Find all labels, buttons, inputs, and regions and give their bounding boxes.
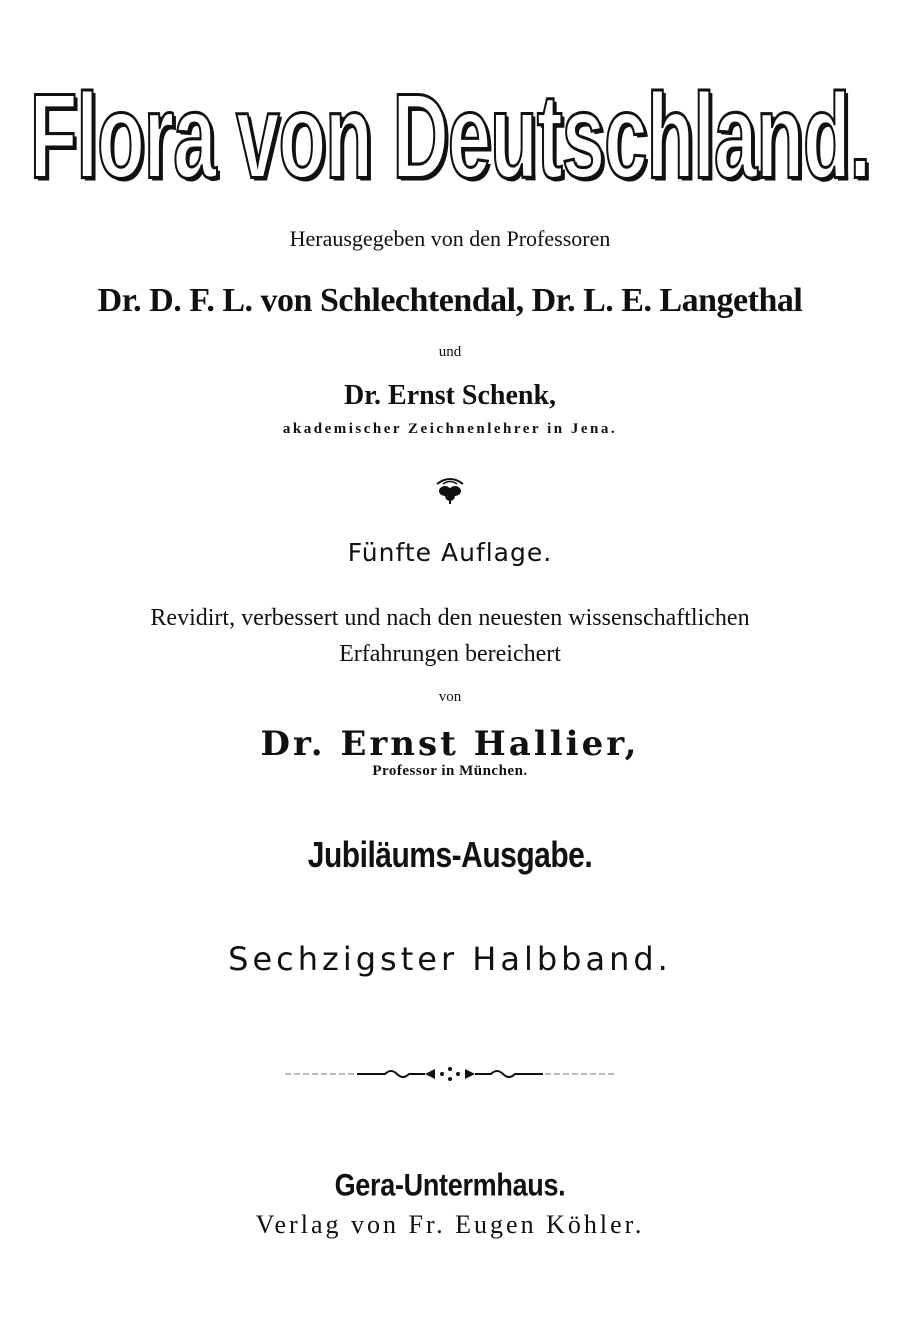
revision-line-1: Revidirt, verbessert und nach den neuesten wissenschaftlichen	[150, 605, 750, 631]
decorative-divider-icon	[0, 1062, 900, 1086]
revision-note	[0, 600, 900, 672]
publication-place: Gera-Untermhaus.	[334, 1168, 566, 1203]
half-volume: Sechzigster Halbband.	[228, 940, 672, 978]
book-title: Flora von Deutschland.	[29, 67, 871, 204]
coeditor-role: akademischer Zeichnenlehrer in Jena.	[282, 421, 618, 437]
edition: Fünfte Auflage.	[347, 538, 553, 567]
revision-line-2: Erfahrungen bereichert	[339, 641, 561, 667]
by-label: von	[438, 689, 462, 705]
coeditor-name: Dr. Ernst Schenk,	[343, 380, 557, 411]
editors-names: Dr. D. F. L. von Schlechtendal, Dr. L. E. Langethal	[97, 282, 803, 319]
publisher: Verlag von Fr. Eugen Köhler.	[255, 1210, 645, 1239]
reviser-name: Dr. Ernst Hallier,	[260, 724, 640, 764]
conjunction: und	[438, 344, 462, 360]
reviser-role: Professor in München.	[372, 763, 528, 779]
editors-intro: Herausgegeben von den Professoren	[289, 226, 611, 251]
floral-ornament-icon	[0, 476, 900, 504]
special-edition: Jubiläums-Ausgabe.	[307, 836, 593, 876]
